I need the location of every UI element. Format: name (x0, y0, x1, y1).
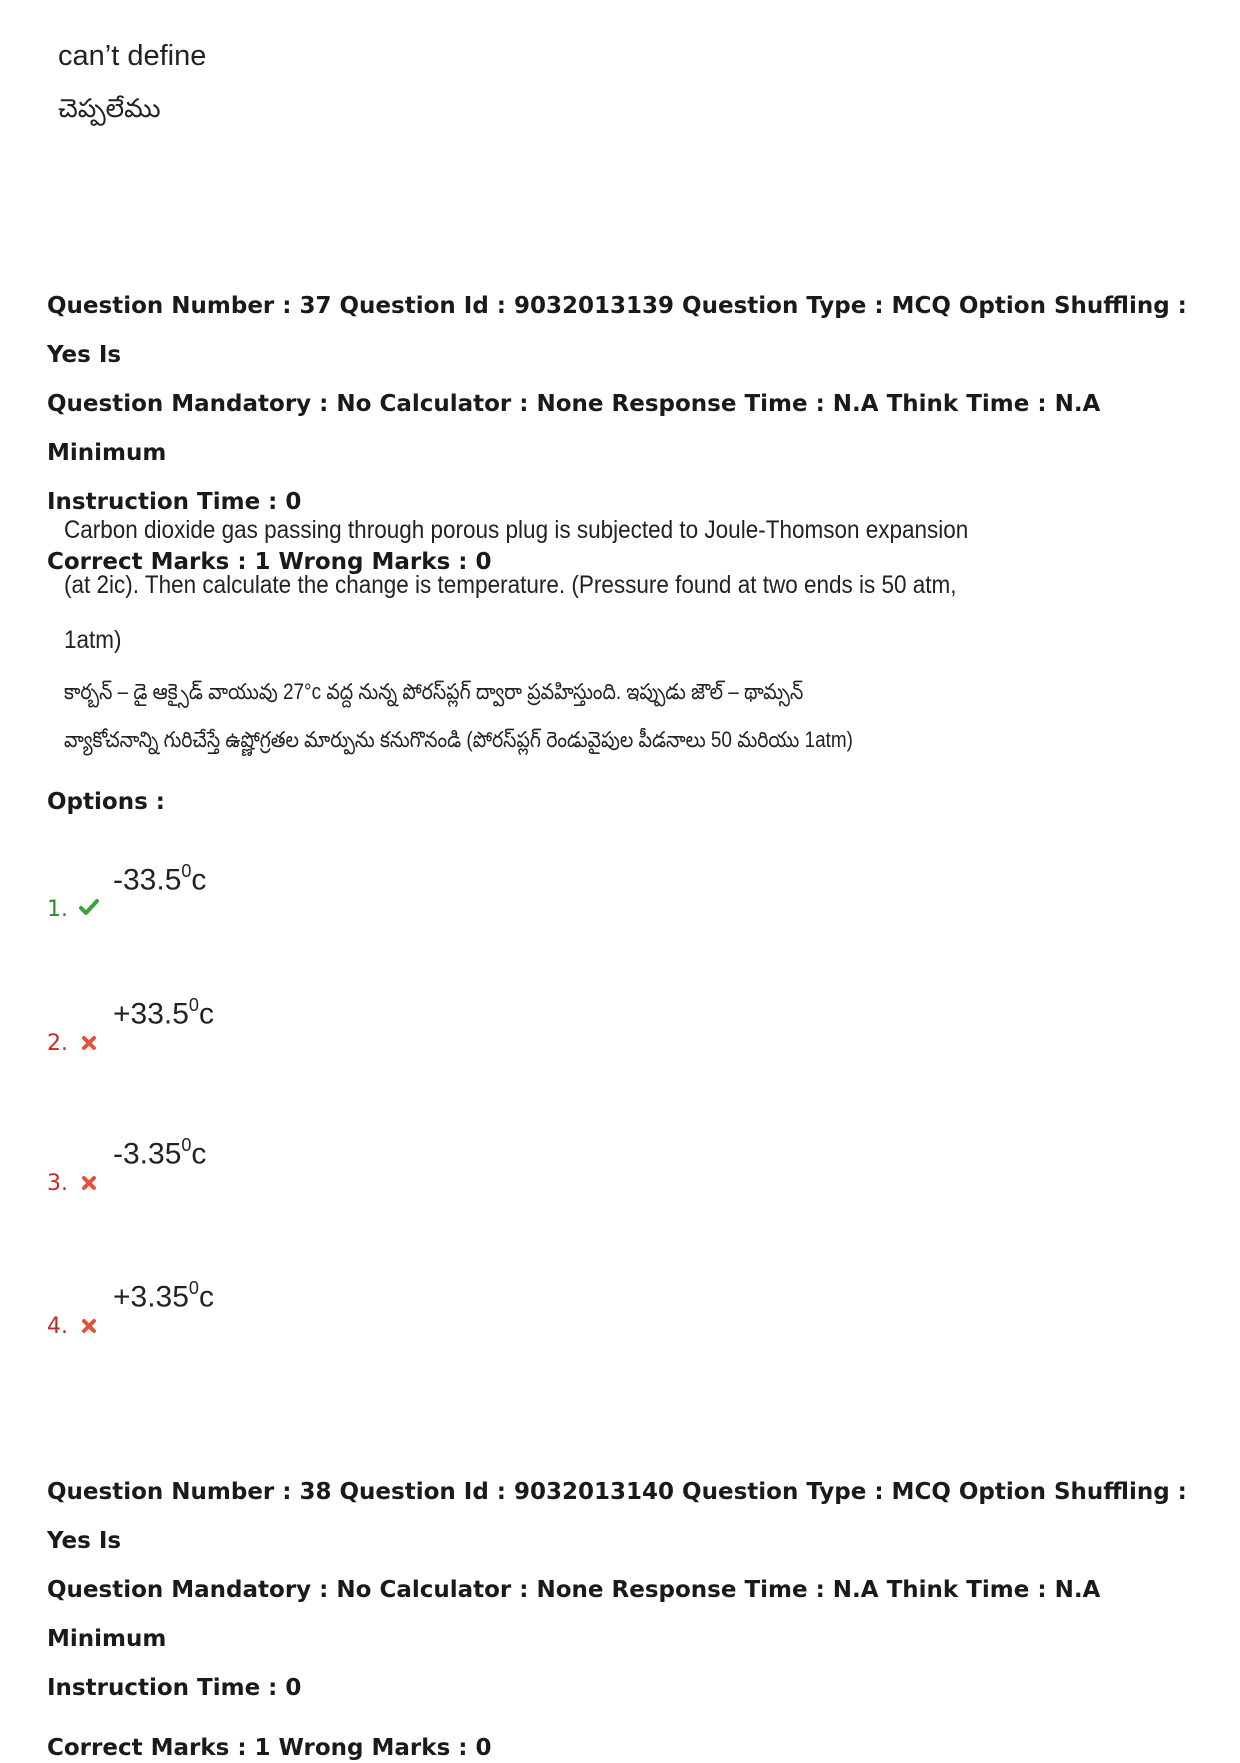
option-3[interactable] (47, 1127, 447, 1197)
question-meta-line: Question Number : 38 Question Id : 9032013140 Question Type : MCQ Option Shuffling : Yes Is (47, 1479, 1187, 1554)
question-marks: Correct Marks : 1 Wrong Marks : 0 (47, 549, 492, 575)
option-4[interactable] (47, 1270, 447, 1340)
option-value: -3.35$^0$c (113, 1135, 207, 1171)
cross-icon (79, 1316, 99, 1336)
question-text-telugu-line: కార్బన్ – డై ఆక్సైడ్ వాయువు 27°c వద్ద నున్న పోరస్‌ప్లగ్ ద్వారా ప్రవహిస్తుంది. ఇప్పుడు జౌల్ – థామ్సన్ (64, 679, 804, 704)
question-meta-line: Question Mandatory : No Calculator : None Response Time : N.A Think Time : N.A Minimum (47, 1577, 1101, 1652)
question-meta-line: Question Mandatory : No Calculator : None Response Time : N.A Think Time : N.A Minimum (47, 391, 1101, 466)
option-number: 1. (47, 897, 68, 922)
option-number: 2. (47, 1031, 68, 1056)
question-meta-line: Instruction Time : 0 (47, 489, 302, 515)
previous-option-english: can’t define (58, 40, 207, 72)
question-meta-line: Instruction Time : 0 (47, 1675, 302, 1701)
question-37-body (64, 503, 969, 764)
option-value: $+33.5^0c$ (113, 995, 214, 1031)
question-marks: Correct Marks : 1 Wrong Marks : 0 (47, 1735, 492, 1761)
check-icon (79, 897, 99, 917)
option-number: 3. (47, 1171, 68, 1196)
question-text-line: 1atm) (64, 626, 122, 654)
options-label: Options : (47, 789, 165, 815)
question-text-telugu-line: వ్యాకోచనాన్ని గురిచేస్తే ఉష్ణోగ్రతల మార్పును కనుగొనండి (పోరస్‌ప్లగ్ రెండువైపుల పీడనాలు 50 మరియు 1atm) (64, 727, 853, 752)
option-1[interactable] (47, 853, 447, 923)
previous-option (58, 36, 206, 128)
option-2[interactable] (47, 987, 447, 1057)
question-text-line: (at 2ic). Then calculate the change is temperature. (Pressure found at two ends is 50 atm, (64, 571, 957, 599)
question-meta-line: Question Number : 37 Question Id : 9032013139 Question Type : MCQ Option Shuffling : Yes Is (47, 293, 1187, 368)
question-38-header (47, 1468, 1207, 1763)
option-number: 4. (47, 1314, 68, 1339)
previous-option-telugu: చెప్పలేము (58, 93, 161, 123)
cross-icon (79, 1033, 99, 1053)
question-text-line: Carbon dioxide gas passing through porous plug is subjected to Joule-Thomson expansion (64, 516, 969, 544)
option-value: $+3.35^0c$ (113, 1278, 214, 1314)
option-value: -33.5$^0$c (113, 861, 207, 897)
cross-icon (79, 1173, 99, 1193)
